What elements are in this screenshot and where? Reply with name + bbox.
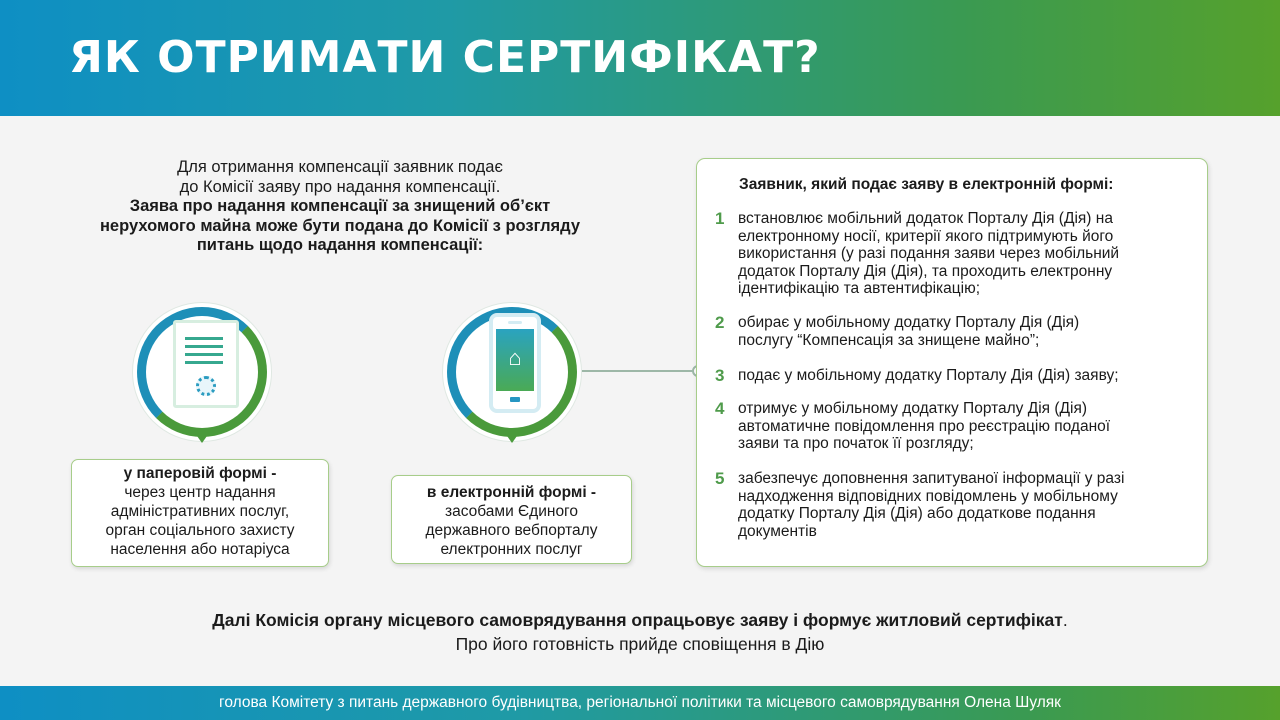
intro-bold-line: Заява про надання компенсації за знищений об’єкт bbox=[129, 197, 551, 215]
paper-option-line: населення або нотаріуса bbox=[110, 541, 290, 558]
step-number: 1 bbox=[715, 209, 725, 228]
conclusion-dot: . bbox=[1062, 610, 1068, 630]
paper-option-line: адміністративних послуг, bbox=[110, 503, 290, 520]
step-text: використання (у разі подання заяви через мобільний bbox=[738, 245, 1120, 262]
header-banner bbox=[0, 0, 1280, 116]
electronic-option-line: електронних послуг bbox=[440, 541, 583, 558]
step-text: документів bbox=[738, 522, 817, 540]
step-text: додаток Порталу Дія (Дія), та проходить електронну bbox=[738, 262, 1113, 280]
step-text: обирає у мобільному додатку Порталу Дія (Дія) bbox=[738, 314, 1080, 331]
intro-text bbox=[60, 158, 620, 256]
conclusion-text bbox=[0, 608, 1280, 656]
panel-title: Заявник, який подає заяву в електронній формі: bbox=[739, 176, 1114, 193]
step-item bbox=[715, 470, 1185, 540]
footer-bar bbox=[0, 686, 1280, 720]
connector-line bbox=[582, 370, 696, 372]
step-text: додатку Порталу Дія (Дія) або додаткове подання bbox=[738, 505, 1096, 522]
gear-icon bbox=[196, 376, 216, 396]
intro-line: до Комісії заяву про надання компенсації. bbox=[179, 177, 501, 196]
step-text: отримує у мобільному додатку Порталу Дія (Дія) bbox=[738, 400, 1088, 417]
electronic-option-line: державного вебпорталу bbox=[425, 522, 598, 539]
electronic-steps-panel bbox=[696, 158, 1208, 567]
badge-pointer bbox=[502, 429, 522, 443]
paper-option-title: у паперовій формі - bbox=[123, 465, 277, 482]
step-item bbox=[715, 367, 1185, 385]
smartphone-house-icon bbox=[489, 313, 541, 413]
step-text: подає у мобільному додатку Порталу Дія (Дія) заяву; bbox=[738, 367, 1119, 384]
step-item bbox=[715, 400, 1185, 453]
step-text: електронному носії, критерії якого підтримують його bbox=[738, 227, 1114, 245]
step-text: ідентифікацію та автентифікацію; bbox=[738, 280, 981, 297]
step-item bbox=[715, 210, 1185, 298]
footer-text: голова Комітету з питань державного будівництва, регіональної політики та місцевого самоврядування Олена Шуляк bbox=[219, 694, 1061, 711]
document-gear-icon bbox=[173, 320, 239, 408]
paper-option-line: через центр надання bbox=[124, 484, 276, 501]
paper-form-badge bbox=[133, 303, 271, 441]
electronic-option-title: в електронній формі - bbox=[426, 484, 597, 501]
step-number: 4 bbox=[715, 399, 725, 418]
intro-line: Для отримання компенсації заявник подає bbox=[177, 158, 503, 176]
step-number: 3 bbox=[715, 366, 725, 385]
step-text: надходження відповідних повідомлень у мобільному bbox=[738, 487, 1118, 505]
step-number: 5 bbox=[715, 469, 725, 488]
page-title: ЯК ОТРИМАТИ СЕРТИФІКАТ? bbox=[69, 32, 821, 83]
step-text: автоматичне повідомлення про реєстрацію поданої bbox=[738, 417, 1111, 435]
paper-option-card bbox=[71, 459, 329, 567]
paper-option-line: орган соціального захисту bbox=[105, 522, 295, 539]
step-text: встановлює мобільний додаток Порталу Дія (Дія) на bbox=[738, 210, 1113, 227]
intro-bold-line: нерухомого майна може бути подана до Комісії з розгляду bbox=[99, 216, 581, 235]
step-item bbox=[715, 314, 1185, 349]
step-text: заяви та про початок її розгляду; bbox=[738, 435, 974, 452]
conclusion-line: Про його готовність прийде сповіщення в Дію bbox=[455, 634, 825, 654]
electronic-option-card bbox=[391, 475, 632, 564]
intro-bold-line: питань щодо надання компенсації: bbox=[196, 236, 484, 254]
electronic-form-badge bbox=[443, 303, 581, 441]
electronic-option-line: засобами Єдиного bbox=[445, 503, 578, 520]
conclusion-bold: Далі Комісія органу місцевого самоврядування опрацьовує заяву і формує житловий сертифікат bbox=[212, 610, 1063, 630]
step-text: забезпечує доповнення запитуваної інформації у разі bbox=[738, 470, 1125, 487]
step-text: послугу “Компенсація за знищене майно”; bbox=[738, 331, 1040, 349]
step-number: 2 bbox=[715, 313, 725, 332]
house-icon: ⌂ bbox=[508, 345, 522, 370]
badge-pointer bbox=[192, 429, 212, 443]
